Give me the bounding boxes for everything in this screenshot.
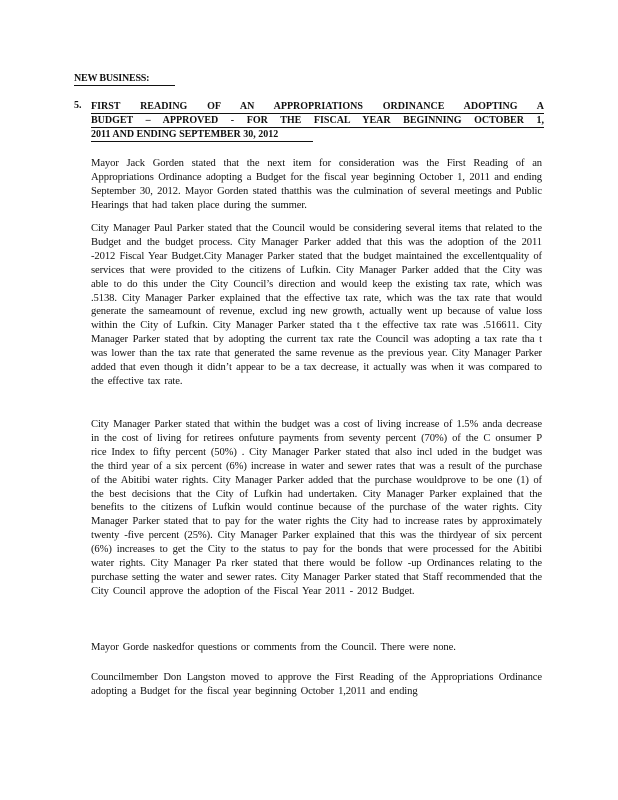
paragraph-tax-rate: City Manager Paul Parker stated that the Council would be considering several items that related to the Budget and the budget process. City Manager Parker added that this was the adoption of the 2011 -2012 Fiscal Year Budget.City Manager Parker stated that the budget maintained the excellentquality of services that were provided to the citizens of Lufkin. City Manager Parker added that the City was able to do this under the City Council’s direction and would keep the existing tax rate, which was .5138. City Manager Parker explained that the effective tax rate, which was the tax rate that would generate the sameamount of revenue, exclud ing new growth, actually went up because of value loss within the City of Lufkin. City Manager Parker stated tha t the effective tax rate was .516611. City Manager Parker stated that by adopting the current tax rate the Council was adopting a tax rate tha t was lower than the tax rate that generated the same revenue as the previous year. City Manager Parker added that even though it didn’t appear to be a tax decrease, it actually was when it was compared to the effective tax rate. <box>91 223 542 387</box>
paragraph-questions: Mayor Gorde naskedfor questions or comments from the Council. There were none. <box>91 642 456 653</box>
agenda-item-number: 5. <box>74 100 82 111</box>
agenda-item-title-line: FIRST READING OF AN APPROPRIATIONS ORDINANCE ADOPTING A <box>91 101 544 112</box>
paragraph-motion: Councilmember Don Langston moved to approve the First Reading of the Appropriations Ordinance adopting a Budget for the fiscal year beginning October 1,2011 and ending <box>91 672 542 697</box>
paragraph-water-rights: City Manager Parker stated that within the budget was a cost of living increase of 1.5% anda decrease in the cost of living for retirees onfuture payments from seventy percent (70%) of the C onsumer P rice Index to fifty percent (50%) . City Manager Parker stated that also incl uded in the budget was the third year of a six percent (6%) increase in water and sewer rates that was a result of the purchase of the Abitibi water rights. City Manager Parker added that the purchase wouldprove to be one (1) of the best decisions that the City of Lufkin had undertaken. City Manager Parker explained that the benefits to the citizens of Lufkin would continue because of the purchase of the water rights. City Manager Parker stated that to pay for the water rights the City had to increase rates by approximately twenty -five percent (25%). City Manager Parker explained that this was the thirdyear of six percent (6%) increases to get the City to the status to pay for the bonds that were processed for the Abitibi water rights. City Manager Pa rker stated that there would be follow -up Ordinances relating to the purchase setting the water and sewer rates. City Manager Parker stated that Staff recommended that the City Council approve the adoption of the Fiscal Year 2011 - 2012 Budget. <box>91 419 542 597</box>
section-heading-new-business: NEW BUSINESS: <box>74 73 175 86</box>
agenda-item-title <box>91 100 544 142</box>
agenda-item-title-line: BUDGET – APPROVED - FOR THE FISCAL YEAR BEGINNING OCTOBER 1, <box>91 115 544 126</box>
paragraph-mayor-introduction: Mayor Jack Gorden stated that the next item for consideration was the First Reading of an Appropriations Ordinance adopting a Budget for the fiscal year beginning October 1, 2011 and ending September 30, 2012. Mayor Gorden stated thatthis was the culmination of several meetings and Public Hearings that had taken place during the summer. <box>91 158 542 211</box>
agenda-item-title-line: 2011 AND ENDING SEPTEMBER 30, 2012 <box>91 128 313 142</box>
